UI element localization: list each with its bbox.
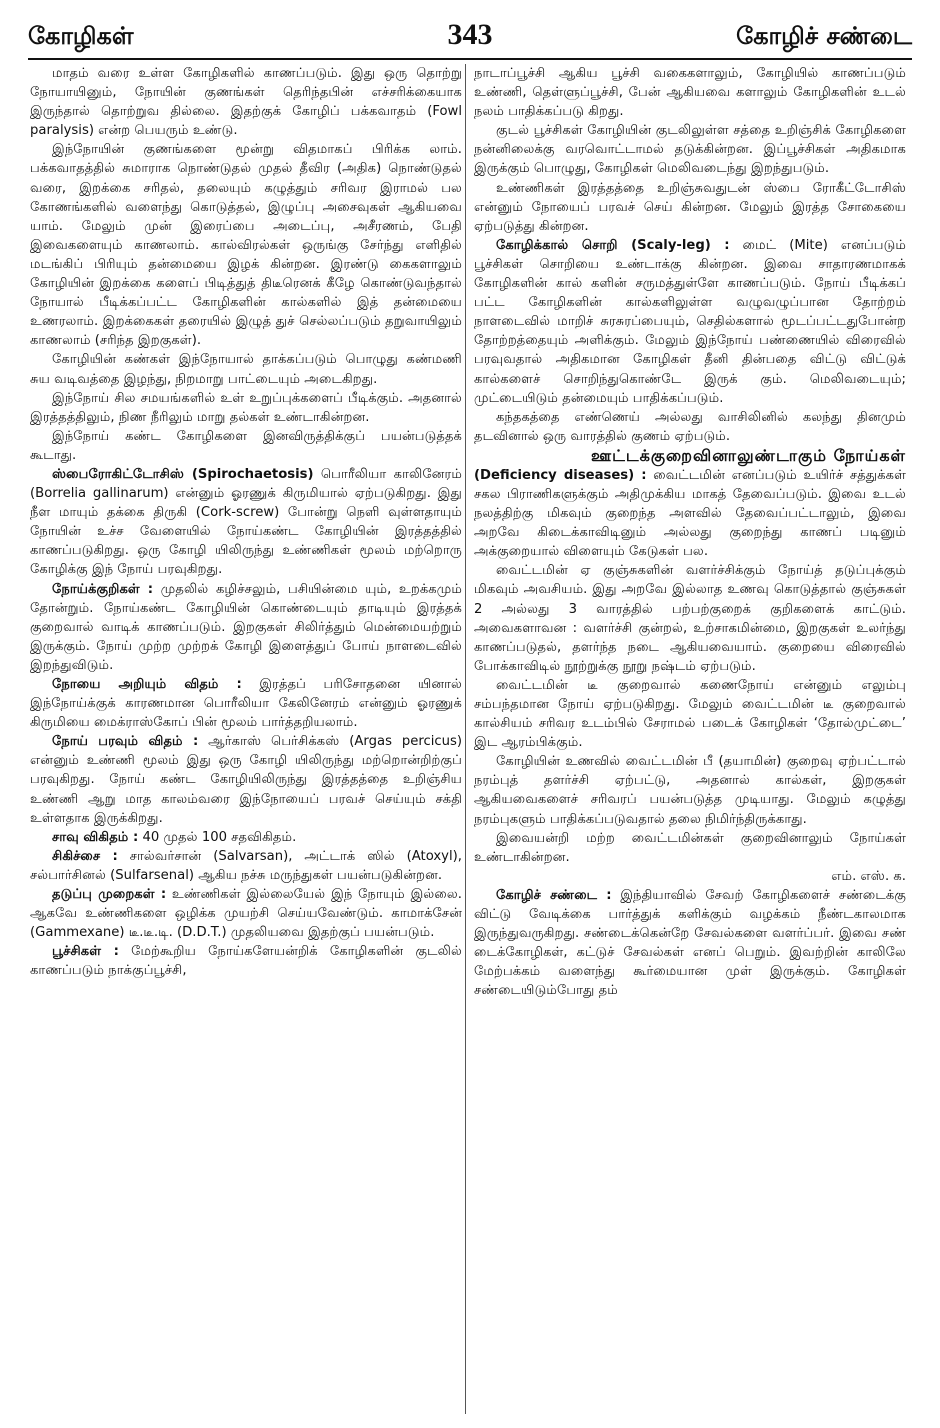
paragraph-text: இந்நோய் கண்ட கோழிகளை இனவிருத்திக்குப் பயன்படுத்தக் கூடாது. [30,428,462,463]
paragraph-text: மைட் (Mite) எனப்படும் பூச்சிகள் சொறியை உண்டாக்கு கின்றன. இவை சாதாரணமாகக் கோழிகளின் கால் களின் சருமத்துள்ளே காணப்படும். நோய் பீடிக்கப் பட்ட கோழிகளின் கால்களிலுள்ள வழுவழுப்பான தோற்றம் நாளடைவில் மாறிச் சுரசுரப்பையும், செதில்களால் மூடப்பட்டதுபோன்ற தோற்றத்தையும் அளிக்கும். மேலும் இந்நோய் பண்ணையில் விரைவில் பரவுவதால் அதிகமான கோழிகள் தீனி தின்பதை விட்டு விட்டுக் கால்களைச் சொறிந்துகொண்டே இருக் கும். மெலிவடையும்; முட்டையிடும் தன்மையும் பாதிக்கப்படும். [474,237,906,406]
paragraph [474,676,906,752]
paragraph-text: இந்தியாவில் சேவற் கோழிகளைச் சண்டைக்கு விட்டு வேடிக்கை பார்த்துக் களிக்கும் வழக்கம் நீண்டகாலமாக இருந்துவருகிறது. சண்டைக்கென்றே சேவல்களை வளர்ப்பர். இவை சண் டைக்கோழிகள், கட்டுச் சேவல்கள் எனப் பெறும். இவற்றின் காலிலே மேற்பக்கம் வளைந்து கூர்மையான முள் இருக்கும். கோழிகள் சண்டையிடும்போது தம் [474,887,906,999]
paragraph-text: ஆர்காஸ் பெர்சிக்கஸ் (Argas percicus) என்னும் உண்ணி மூலம் இது ஒரு கோழி யிலிருந்து மற்றொன்றிற்குப் பரவுகிறது. நோய் கண்ட கோழியிலிருந்து இரத்தத்தை உறிஞ்சிய உண்ணி ஆறு மாத காலம்வரை இந்நோயைப் பரவச் செய்யும் சக்தி உள்ளதாக இருக்கிறது. [30,734,462,826]
paragraph-text: இந்நோயின் குணங்களை மூன்று விதமாகப் பிரிக்க லாம். பக்கவாதத்தில் சுமாராக நொண்டுதல் முதல் தீவிர (அதிக) நொண்டுதல் வரை, இறக்கை சரிதல், தலையும் கழுத்தும் சரிவர இராமல் பல கோணங்களில் வளைந்து கொடுத்தல், இழுப்பு அசைவுகள் ஆகியவை யாம். மேலும் முன் இரைப்பை அடைப்பு, அசீரணம், பேதி இவைகளையும் காணலாம். கால்விரல்கள் ஒருங்கு சேர்ந்து எளிதில் மடங்கிப் பிரியும் தன்மையை இழக் கின்றன. இரண்டு கைகளாலும் கோழியின் இறக்கை களைப் பிடித்துத் திடீரெனக் கீழே கொண்டுவந்தால் நோயால் பீடிக்கப்பட்ட கோழிகளின் கால்களில் இத் தன்மையை உணரலாம். இறக்கைகள் தரையில் இழுத் துச் செல்லப்படும் தறுவாயிலும் காணலாம் (சரிந்த இறகுகள்). [30,142,462,349]
paragraph-lead: கோழிக்கால் சொறி (Scaly-leg) : [496,237,730,253]
paragraph [474,64,906,121]
paragraph-text: உண்ணிகள் இரத்தத்தை உறிஞ்சுவதுடன் ஸ்பை ரோகீட்டோசிஸ் என்னும் நோயைப் பரவச் செய் கின்றன. மேலும் இரத்த சோகையை ஏற்படுத்து கின்றன. [474,180,906,234]
paragraph-text: சால்வர்சான் (Salvarsan), அட்டாக் ஸில் (Atoxyl), சல்பார்சினல் (Sulfarsenal) ஆகிய நச்சு மருந்துகள் பயன்படுகின்றன. [30,848,462,883]
paragraph [30,427,462,465]
paragraph-lead: நோய் பரவும் விதம் : [52,734,199,750]
paragraph-lead: கோழிச் சண்டை : [496,887,612,903]
paragraph-text: வைட்டமின் டீ குறைவால் கணைநோய் என்னும் எலும்பு சம்பந்தமான நோய் ஏற்படுகிறது. மேலும் வைட்டமின் டீ குறைவால் கால்சியம் சரிவர உடம்பில் சேராமல் படைக் கோழிகள் ‘தோல்முட்டை’ இட ஆரம்பிக்கும். [474,677,906,751]
paragraph [474,466,906,561]
paragraph [30,847,462,885]
paragraph-text: முதலில் கழிச்சலும், பசியின்மை யும், உறக்கமும் தோன்றும். நோய்கண்ட கோழியின் கொண்டையும் தாடியும் இரத்தக் குறைவால் வாடிக் காணப்படும். இறகுகள் சிலிர்த்தும் மென்மையற்றும் இருக்கும். நோய் முற்ற முற்றக் கோழி இளைத்துப் போய் நாளடைவில் இறந்துவிடும். [30,581,462,673]
paragraph-text: 40 முதல் 100 சதவிகிதம். [138,829,297,845]
paragraph [30,389,462,427]
paragraph-text: குடல் பூச்சிகள் கோழியின் குடலிலுள்ள சத்தை உறிஞ்சிக் கோழிகளை நன்னிலைக்கு வரவொட்டாமல் தடுக்கின்றன. இப்பூச்சிகள் அதிகமாக இருக்கும் பொழுது, கோழிகள் மெலிவடைந்து இறந்துபடும். [474,123,906,177]
paragraph-lead: சிகிச்சை : [52,848,118,864]
paragraph [474,179,906,236]
paragraph-lead: நோய்க்குறிகள் : [52,581,154,597]
paragraph [30,675,462,732]
paragraph-text: நாடாப்பூச்சி ஆகிய பூச்சி வகைகளாலும், கோழியில் காணப்படும் உண்ணி, தெள்ளுப்பூச்சி, பேன் ஆகியவை களாலும் கோழிகளின் உடல் நலம் பாதிக்கப்படு கிறது. [474,66,906,120]
left-column [30,64,462,1414]
paragraph-lead: (Deficiency diseases) : [474,467,647,483]
paragraph-text: இந்நோய் சில சமயங்களில் உள் உறுப்புக்களைப் பீடிக்கும். அதனால் இரத்தத்திலும், நிண நீரிலும் மாறு தல்கள் உண்டாகின்றன. [30,390,462,425]
paragraph-text: பொரீலியா காலினேரம் (Borrelia gallinarum) என்னும் ஓரணுக் கிருமியால் ஏற்படுகிறது. இது நீள மாயும் தக்கை திருகி (Cork-screw) போன்று நெளி வுள்ளதாயும் நோயின் உச்ச வேளையில் நோய்கண்ட கோழியின் இரத்தத்தில் காணப்படுகிறது. ஒரு கோழி யிலிருந்து உண்ணிகள் மூலம் மற்றொரு கோழிக்கு இந் நோய் பரவுகிறது. [30,466,462,578]
paragraph-text: கோழியின் உணவில் வைட்டமின் பீ (தயாமின்) குறைவு ஏற்பட்டால் நரம்புத் தளர்ச்சி ஏற்பட்டு, அதனால் கால்கள், இறகுகள் ஆகியவைகளைச் சரிவரப் பயன்படுத்த முடியாது. மேலும் கழுத்து நரம்புகளும் பாதிக்கப்படுவதால் தலை நிமிர்ந்திருக்காது. [474,754,906,827]
paragraph-text: இரத்தப் பரிசோதனை யினால் இந்நோய்க்குக் காரணமான பொரீலியா கேலினேரம் என்னும் ஓரணுக் கிருமியை மைக்ராஸ்கோப் பின் மூலம் பார்த்தறியலாம். [30,677,462,731]
page-header [28,18,912,60]
paragraph [474,561,906,676]
author-signature: எம். எஸ். க. [831,868,906,884]
paragraph [474,752,906,828]
paragraph [474,121,906,178]
paragraph-lead: ஸ்பைரோகிட்டோசிஸ் (Spirochaetosis) [52,466,314,482]
paragraph [30,942,462,980]
page-number: 343 [447,18,493,51]
paragraph [30,350,462,388]
paragraph [30,140,462,350]
paragraph [30,885,462,942]
paragraph-text: மேற்கூறிய நோய்களேயன்றிக் கோழிகளின் குடலில் காணப்படும் நாக்குப்பூச்சி, [30,944,462,979]
paragraph-text: உண்ணிகள் இல்லையேல் இந் நோயும் இல்லை. ஆகவே உண்ணிகளை ஒழிக்க முயற்சி செய்யவேண்டும். காமாக்சேன் (Gammexane) டீ.டீ.டி. (D.D.T.) முதலியவை இதற்குப் பயன்படும். [30,887,462,941]
paragraph-text: இவையன்றி மற்ற வைட்டமின்கள் குறைவினாலும் நோய்கள் உண்டாகின்றன. [474,830,906,865]
running-head-right: கோழிச் சண்டை [736,22,912,50]
column-divider [465,64,466,1414]
paragraph [30,465,462,580]
paragraph [474,886,906,1001]
paragraph-lead: தடுப்பு முறைகள் : [52,887,167,903]
paragraph-text: கந்தகத்தை எண்ணெய் அல்லது வாசிலினில் கலந்து தினமும் தடவினால் ஒரு வாரத்தில் குணம் ஏற்படும். [474,409,906,444]
paragraph [30,580,462,675]
section-heading: ஊட்டக்குறைவினாலுண்டாகும் நோய்கள் [591,445,906,465]
paragraph-text: மாதம் வரை உள்ள கோழிகளில் காணப்படும். இது ஒரு தொற்று நோயாயினும், நோயின் குணங்கள் தெரிந்தபின் எச்சரிக்கையாக இருந்தால் தொற்றுவ தில்லை. இதற்குக் கோழிப் பக்கவாதம் (Fowl paralysis) என்ற பெயரும் உண்டு. [30,66,462,139]
paragraph-lead: சாவு விகிதம் : [52,829,139,845]
paragraph [474,829,906,867]
right-column [474,64,906,1414]
paragraph [474,236,906,408]
paragraph [474,408,906,446]
paragraph-text: வைட்டமின் ஏ குஞ்சுகளின் வளர்ச்சிக்கும் நோய்த் தடுப்புக்கும் மிகவும் அவசியம். இது அறவே இல்லாத உணவு கொடுத்தால் குஞ்சுகள் 2 அல்லது 3 வாரத்தில் பற்பற்குறைக் குறிகளைக் காட்டும். அவைகளாவன : வளர்ச்சி குன்றல், உற்சாகமின்மை, இறகுகள் உலர்ந்து காணப்படுதல், தளர்ந்த நடை ஆகியவையாம். குறையை விரைவில் போக்காவிடில் நூற்றுக்கு நூறு நஷ்டம் ஏற்படும். [474,563,906,674]
paragraph [30,64,462,140]
paragraph [30,828,462,847]
paragraph-text: கோழியின் கண்கள் இந்நோயால் தாக்கப்படும் பொழுது கண்மணி சுய வடிவத்தை இழந்து, நிறமாறு பாட்டையும் அடைகிறது. [30,352,462,387]
paragraph-text: வைட்டமின் எனப்படும் உயிர்ச் சத்துக்கள் சகல பிராணிகளுக்கும் அதிமுக்கிய மாகத் தேவைப்படும். இவை உடல் நலத்திற்கு மிகவும் குறைந்த அளவில் தேவைப்பட்டாலும், இவை அறவே கிடைக்காவிடினும் அல்லது குறைந்து காணப் படினும் அக்குறையால் விளையும் கேடுகள் பல. [474,467,906,560]
paragraph [30,732,462,827]
paragraph-lead: நோயை அறியும் விதம் : [52,677,242,692]
running-head-left: கோழிகள் [28,22,134,50]
paragraph-lead: பூச்சிகள் : [52,944,119,960]
